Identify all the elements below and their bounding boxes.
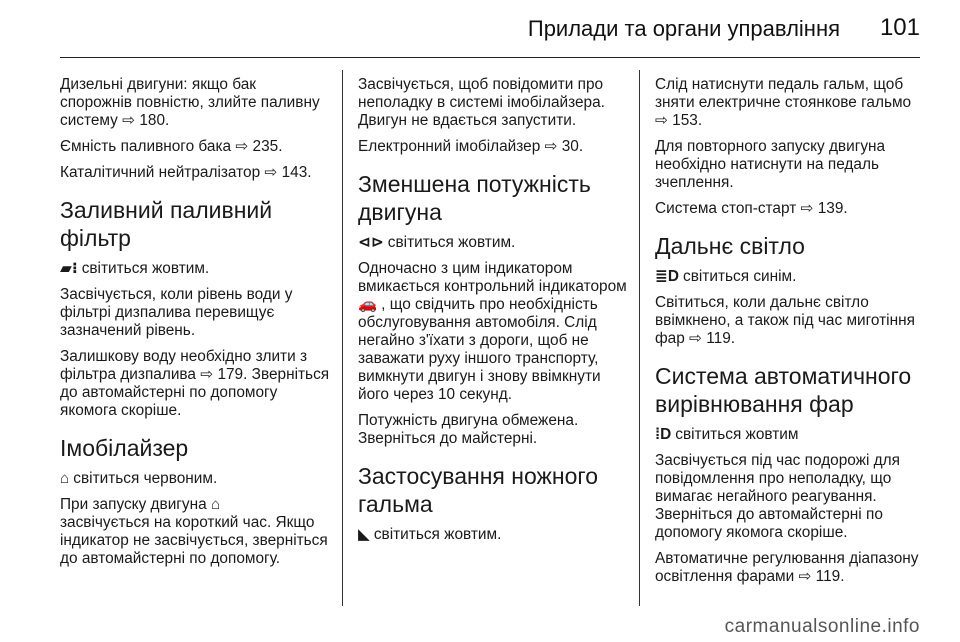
- page-title: Прилади та органи управління: [527, 16, 840, 41]
- paragraph: Залишкову воду необхідно злити з фільтра дизпалива ⇨ 179. Зверніться до автомайстерні по допомогу якомога скоріше.: [60, 348, 330, 419]
- paragraph: Одночасно з цим індикатором вмикається контрольний індикатором 🚗 , що свідчить про необхідність обслуговування автомобіля. Слід негайно з'їхати з дороги, щоб не заважати руху іншого транспорту, вимкнути двигун і знову ввімкнути його через 10 секунд.: [358, 260, 627, 403]
- paragraph: Система стоп-старт ⇨ 139.: [655, 200, 848, 217]
- heading-high-beam: Дальнє світло: [655, 233, 805, 259]
- paragraph: Автоматичне регулювання діапазону освітлення фарами ⇨ 119.: [655, 550, 919, 585]
- paragraph: Каталітичний нейтралізатор ⇨ 143.: [60, 164, 312, 181]
- reduced-power-icon: ⊲⊳: [358, 234, 384, 251]
- paragraph: Ємність паливного бака ⇨ 235.: [60, 138, 283, 155]
- column-1: [60, 76, 330, 576]
- foot-brake-icon: ◣: [358, 526, 370, 543]
- page-header: [0, 0, 960, 60]
- heading-immobiliser: Імобілайзер: [60, 435, 189, 461]
- heading-foot-brake: Застосування ножного гальма: [358, 463, 599, 517]
- column-3: [655, 76, 920, 594]
- paragraph: Дизельні двигуни: якщо бак спорожнів повністю, злийте паливну систему ⇨ 180.: [60, 76, 320, 129]
- paragraph: Для повторного запуску двигуна необхідно натиснути на педаль зчеплення.: [655, 138, 886, 191]
- heading-fuel-filter: Заливний паливний фільтр: [60, 197, 273, 251]
- indicator-line: ▰⁝ світиться жовтим.: [60, 260, 210, 277]
- column-divider-1: [342, 70, 343, 606]
- paragraph: Засвічується, коли рівень води у фільтрі дизпалива перевищує зазначений рівень.: [60, 286, 293, 339]
- indicator-line: ⊲⊳ світиться жовтим.: [358, 234, 516, 251]
- paragraph: Електронний імобілайзер ⇨ 30.: [358, 138, 584, 155]
- high-beam-icon: ≣D: [655, 268, 680, 285]
- fuel-filter-water-icon: ▰⁝: [60, 260, 78, 277]
- immobiliser-icon: ⌂: [60, 470, 70, 487]
- indicator-line: ≣D світиться синім.: [655, 268, 797, 285]
- indicator-line: ⌂ світиться червоним.: [60, 470, 218, 487]
- heading-reduced-power: Зменшена потужність двигуна: [358, 171, 591, 225]
- paragraph: Світиться, коли дальнє світло ввімкнено, а також під час миготіння фар ⇨ 119.: [655, 294, 915, 347]
- heading-headlight-levelling: Система автоматичного вирівнювання фар: [655, 363, 912, 417]
- watermark: carmanualsonline.info: [724, 616, 920, 637]
- column-2: [358, 76, 628, 552]
- paragraph: При запуску двигуна ⌂ засвічується на короткий час. Якщо індикатор не засвічується, зверніться до автомайстерні по допомогу.: [60, 496, 328, 567]
- indicator-line: ◣ світиться жовтим.: [358, 526, 502, 543]
- paragraph: Засвічується, щоб повідомити про неполадку в системі імобілайзера. Двигун не вдається запустити.: [358, 76, 605, 129]
- service-vehicle-icon: 🚗: [358, 296, 378, 313]
- paragraph: Потужність двигуна обмежена. Зверніться до майстерні.: [358, 412, 579, 447]
- headlight-levelling-icon: ⁞D: [655, 426, 672, 443]
- immobiliser-icon: ⌂: [210, 496, 221, 513]
- page-number: 101: [879, 14, 920, 41]
- paragraph: Засвічується під час подорожі для повідомлення про неполадку, що вимагає негайного реагування. Зверніться до автомайстерні по допомогу якомога скоріше.: [655, 452, 900, 541]
- header-divider: [60, 57, 920, 58]
- paragraph: Слід натиснути педаль гальм, щоб зняти електричне стоянкове гальмо ⇨ 153.: [655, 76, 912, 129]
- column-divider-2: [639, 70, 640, 606]
- indicator-line: ⁞D світиться жовтим: [655, 426, 799, 443]
